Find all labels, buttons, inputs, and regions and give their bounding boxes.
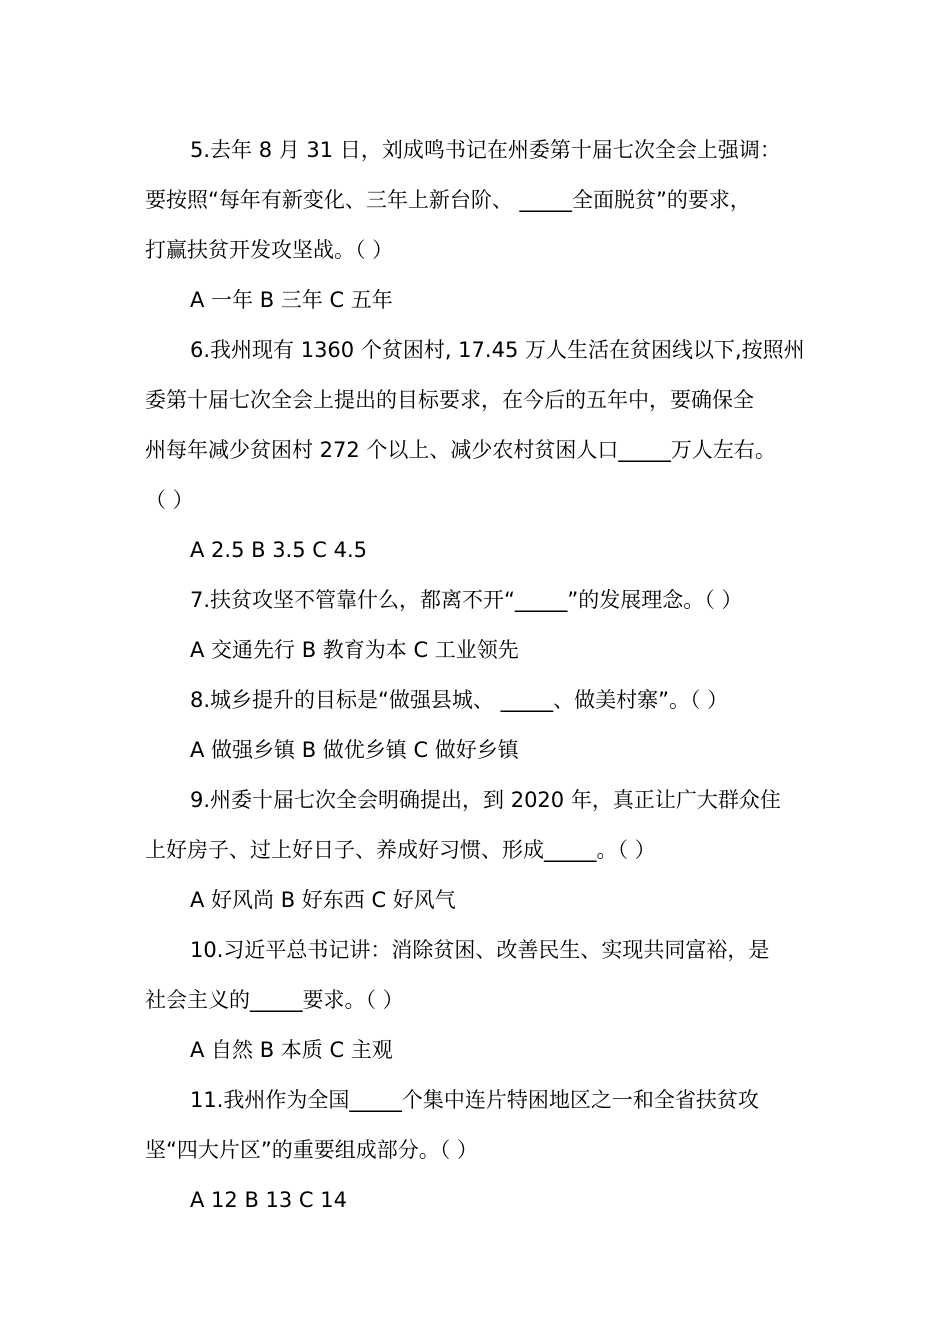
question-7-options: A 交通先行 B 教育为本 C 工业领先 xyxy=(190,638,519,662)
question-9-line-1: 9.州委十届七次全会明确提出，到 2020 年，真正让广大群众住 xyxy=(190,788,781,812)
question-6-line-3: 州每年减少贫困村 272 个以上、减少农村贫困人口_____万人左右。 xyxy=(145,438,776,462)
question-9-options: A 好风尚 B 好东西 C 好风气 xyxy=(190,888,456,912)
question-11-line-1: 11.我州作为全国_____个集中连片特困地区之一和全省扶贫攻 xyxy=(190,1088,759,1112)
question-5-line-2: 要按照“每年有新变化、三年上新台阶、 _____全面脱贫”的要求， xyxy=(145,188,751,212)
question-10-line-2: 社会主义的_____要求。（ ） xyxy=(145,988,404,1012)
question-5-options: A 一年 B 三年 C 五年 xyxy=(190,288,393,312)
question-5-line-1: 5.去年 8 月 31 日，刘成鸣书记在州委第十届七次全会上强调： xyxy=(190,138,781,162)
question-11-options: A 12 B 13 C 14 xyxy=(190,1188,347,1212)
question-6-line-2: 委第十届七次全会上提出的目标要求，在今后的五年中，要确保全 xyxy=(145,388,754,412)
question-6-line-4: （ ） xyxy=(145,488,194,512)
question-9-line-2: 上好房子、过上好日子、养成好习惯、形成_____。（ ） xyxy=(145,838,656,862)
question-5-line-3: 打赢扶贫开发攻坚战。（ ） xyxy=(145,238,394,262)
question-10-options: A 自然 B 本质 C 主观 xyxy=(190,1038,393,1062)
question-10-line-1: 10.习近平总书记讲：消除贫困、改善民生、实现共同富裕，是 xyxy=(190,938,770,962)
question-6-line-1: 6.我州现有 1360 个贫困村, 17.45 万人生活在贫困线以下,按照州 xyxy=(190,338,805,362)
question-8-line-1: 8.城乡提升的目标是“做强县城、 _____、做美村寨”。（ ） xyxy=(190,688,729,712)
question-11-line-2: 坚“四大片区”的重要组成部分。（ ） xyxy=(145,1138,478,1162)
question-6-options: A 2.5 B 3.5 C 4.5 xyxy=(190,538,368,562)
question-8-options: A 做强乡镇 B 做优乡镇 C 做好乡镇 xyxy=(190,738,519,762)
question-7-line-1: 7.扶贫攻坚不管靠什么，都离不开“_____”的发展理念。（ ） xyxy=(190,588,743,612)
